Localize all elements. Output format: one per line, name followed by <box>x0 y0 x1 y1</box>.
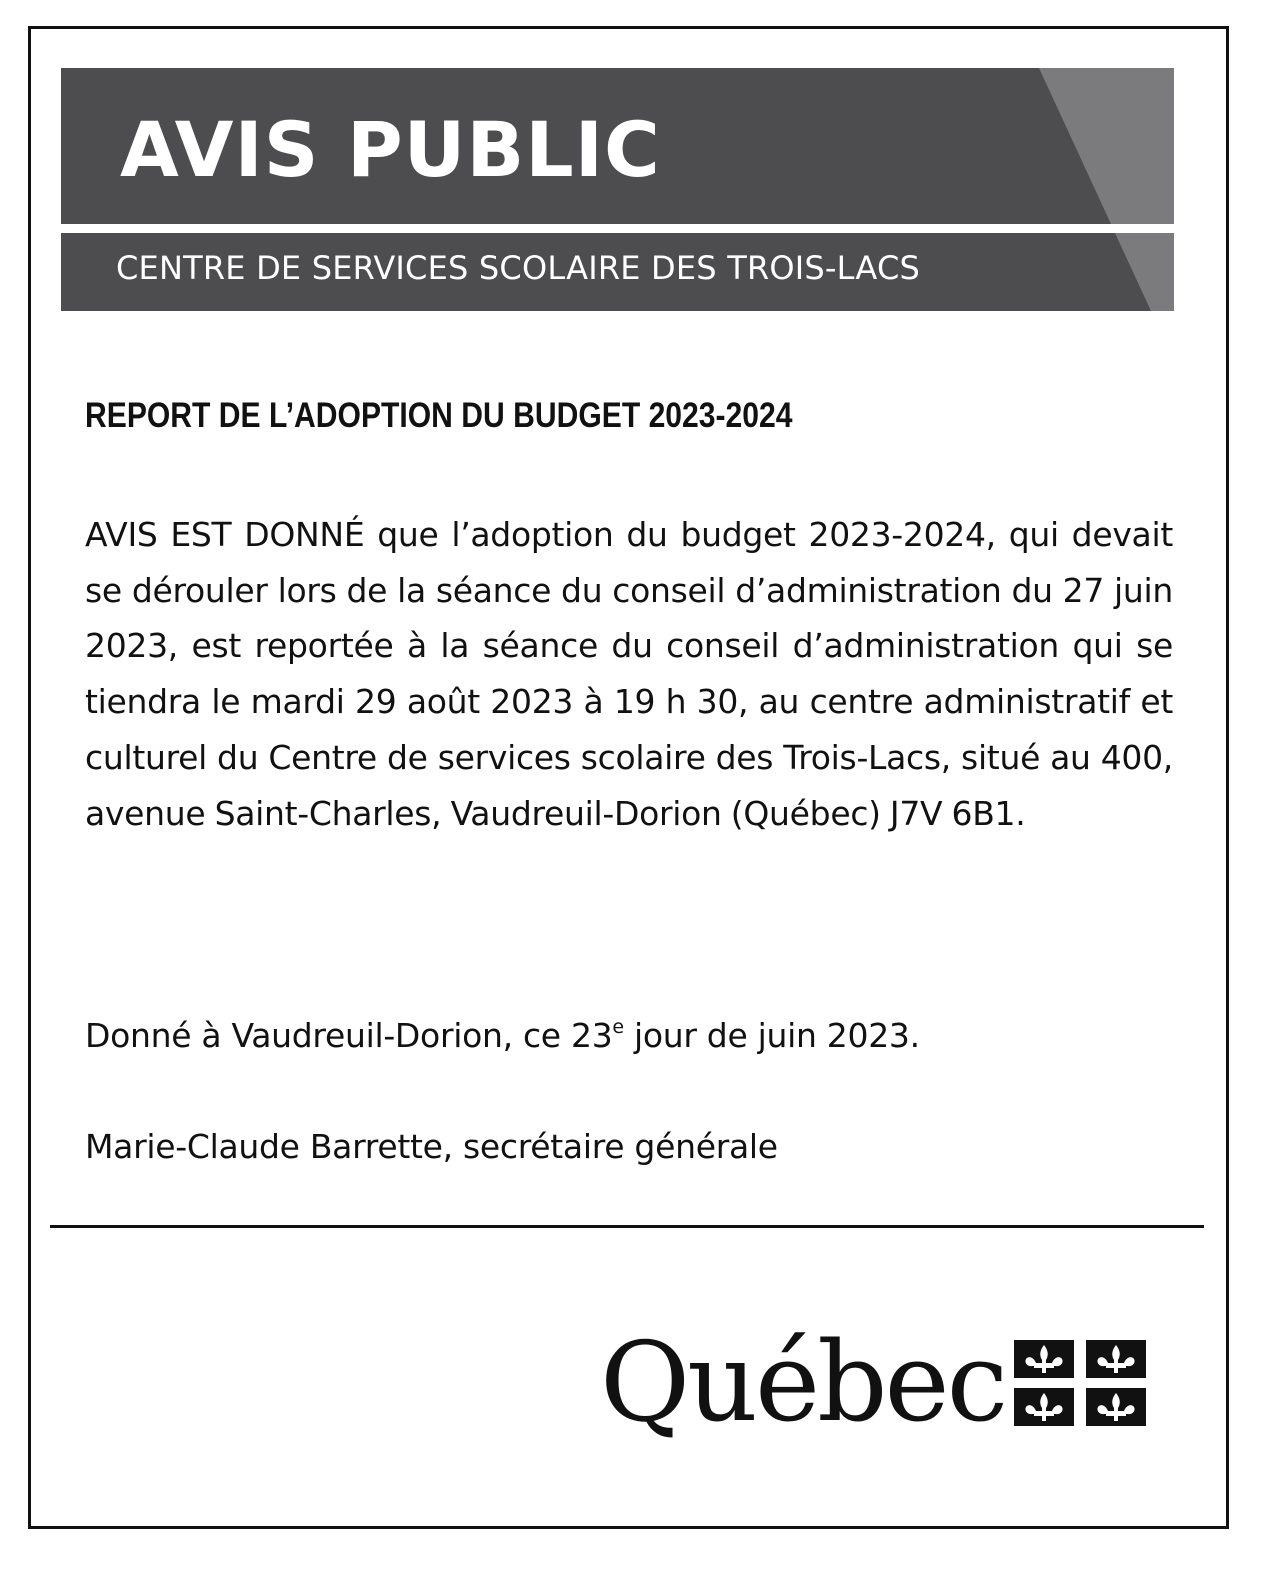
quebec-logo-wordmark: Québec <box>600 1318 1006 1446</box>
given-at-line <box>85 1010 920 1062</box>
ordinal-suffix: e <box>612 1016 624 1038</box>
notice-body: AVIS EST DONNÉ que l’adoption du budget 2023-2024, qui devait se dérouler lors de la séance du conseil d’administration du 27 juin 2023, est reportée à la séance du conseil d’administration qui se tiendra le mardi 29 août 2023 à 19 h 30, au centre administratif et culturel du Centre de services scolaire des Trois-Lacs, situé au 400, avenue Saint-Charles, Vaudreuil-Dorion (Québec) J7V 6B1. <box>85 515 1173 833</box>
divider <box>50 1225 1204 1228</box>
signature-line: Marie-Claude Barrette, secrétaire générale <box>85 1127 778 1166</box>
quebec-flag-fleur-de-lis-icon <box>1014 1340 1146 1426</box>
given-at-text: Donné à Vaudreuil-Dorion, ce 23 <box>85 1016 613 1055</box>
organization-name: CENTRE DE SERVICES SCOLAIRE DES TROIS-LACS <box>116 249 921 287</box>
notice-heading: REPORT DE L’ADOPTION DU BUDGET 2023-2024 <box>85 396 793 435</box>
page-title: AVIS PUBLIC <box>120 105 661 194</box>
given-at-text-end: jour de juin 2023. <box>623 1016 920 1055</box>
